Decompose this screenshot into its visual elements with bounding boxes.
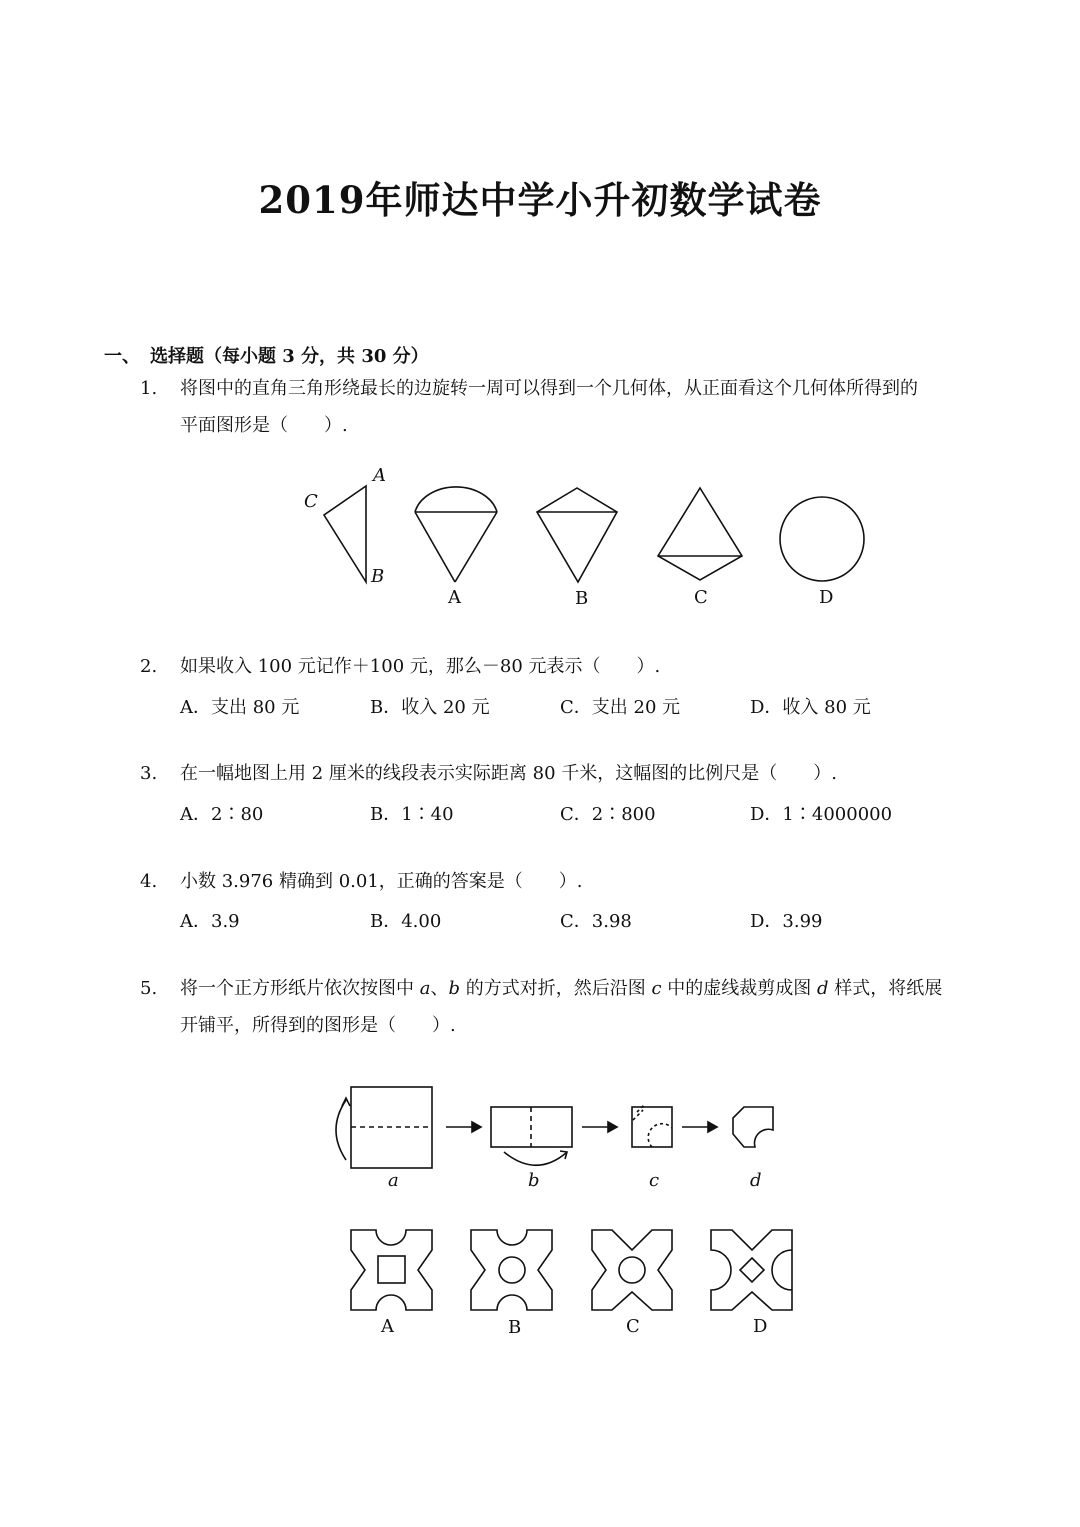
q5-text-part: 将一个正方形纸片依次按图中 <box>180 978 420 999</box>
q1-choice-d: D <box>819 587 834 608</box>
q5-arrow-1 <box>446 1122 481 1132</box>
section-label: 选择题（每小题 3 分，共 30 分） <box>150 346 429 367</box>
question-2-option-b: B．收入 20 元 <box>370 697 490 718</box>
q5-step-a-figure <box>336 1087 432 1168</box>
q1-option-a-figure <box>415 487 497 582</box>
q5-step-a-label: a <box>388 1170 399 1191</box>
q5-step-d-label: d <box>750 1170 762 1191</box>
q5-step-c-label: c <box>649 1170 660 1191</box>
q5-arrow-3 <box>682 1122 717 1132</box>
question-2-option-d: D．收入 80 元 <box>750 697 871 718</box>
q5-var-b: b <box>448 978 460 999</box>
q5-step-c-figure <box>632 1104 672 1147</box>
question-2-number: 2. <box>140 656 158 677</box>
q5-var-a: a <box>419 978 431 999</box>
q5-choice-d: D <box>753 1316 768 1337</box>
question-3-option-c: C．2∶800 <box>560 804 656 825</box>
q1-choice-c: C <box>694 587 708 608</box>
q5-var-c: c <box>651 978 662 999</box>
question-3-number: 3. <box>140 763 158 784</box>
page-title: 2019年师达中学小升初数学试卷 <box>258 178 822 222</box>
question-3-option-b: B．1∶40 <box>370 804 454 825</box>
q1-choice-a: A <box>448 587 461 608</box>
question-4-option-c: C．3.98 <box>560 911 632 932</box>
question-5-text <box>180 970 980 1044</box>
question-5-line-2: 开铺平，所得到的图形是（ ）. <box>180 1015 456 1036</box>
q5-choice-b: B <box>508 1317 522 1338</box>
question-3-option-a: A．2∶80 <box>180 804 264 825</box>
q5-text-part: 样式，将纸展 <box>828 978 943 999</box>
q5-var-d: d <box>817 978 829 999</box>
question-2-option-c: C．支出 20 元 <box>560 697 681 718</box>
question-4-text: 小数 3.976 精确到 0.01，正确的答案是（ ）. <box>180 871 583 892</box>
question-3-text: 在一幅地图上用 2 厘米的线段表示实际距离 80 千米，这幅图的比例尺是（ ）. <box>180 763 837 784</box>
q1-option-d-figure <box>780 497 864 581</box>
question-2-option-a: A．支出 80 元 <box>180 697 300 718</box>
question-4-option-d: D．3.99 <box>750 911 823 932</box>
q5-option-b-figure <box>471 1230 552 1310</box>
question-2-text: 如果收入 100 元记作＋100 元，那么－80 元表示（ ）. <box>180 656 661 677</box>
q5-step-b-label: b <box>528 1170 540 1191</box>
q1-vertex-a: A <box>373 465 386 486</box>
q5-text-part: 、 <box>430 978 449 999</box>
question-4-option-b: B．4.00 <box>370 911 442 932</box>
section-number: 一、 <box>104 346 140 367</box>
q1-option-c-figure <box>658 488 742 580</box>
question-4-number: 4. <box>140 871 158 892</box>
q5-option-c-figure <box>592 1230 672 1310</box>
q5-choice-c: C <box>626 1316 640 1337</box>
q5-step-d-figure <box>733 1107 773 1147</box>
q5-text-part: 中的虚线裁剪成图 <box>661 978 817 999</box>
q5-option-d-figure <box>711 1230 792 1310</box>
q1-choice-b: B <box>575 588 589 609</box>
q1-option-b-figure <box>537 488 617 582</box>
question-1-number: 1. <box>140 378 158 399</box>
q5-option-a-figure <box>351 1230 432 1310</box>
q1-vertex-b: B <box>371 566 385 587</box>
q5-step-b-figure <box>491 1107 572 1165</box>
question-3-option-d: D．1∶4000000 <box>750 804 893 825</box>
question-4-option-a: A．3.9 <box>180 911 240 932</box>
q1-right-triangle <box>324 486 366 582</box>
question-1-line-2: 平面图形是（ ）. <box>180 415 348 436</box>
question-5-number: 5. <box>140 978 158 999</box>
q5-text-part: 的方式对折，然后沿图 <box>460 978 652 999</box>
q5-choice-a: A <box>381 1316 394 1337</box>
question-5-line-1 <box>180 970 980 1007</box>
question-1-line-1: 将图中的直角三角形绕最长的边旋转一周可以得到一个几何体，从正面看这个几何体所得到的 <box>180 378 918 399</box>
q5-arrow-2 <box>582 1122 617 1132</box>
q1-vertex-c: C <box>304 491 318 512</box>
